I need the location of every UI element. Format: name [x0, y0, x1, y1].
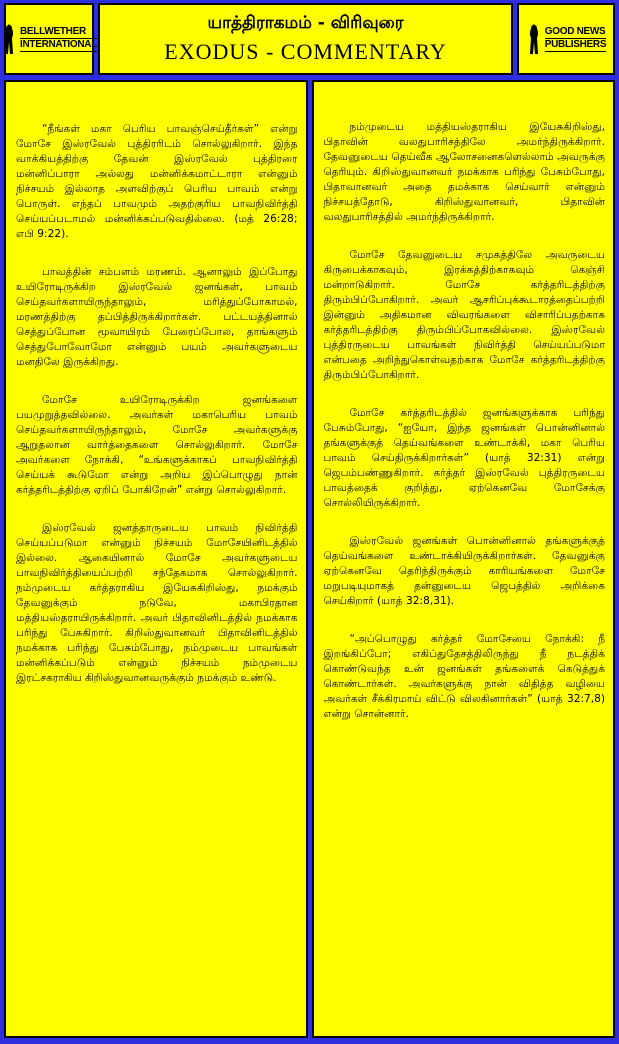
paragraph: நம்முடைய மத்தியஸ்தராகிய இயேசுகிறிஸ்து, பிதாவின் வலதுபாரிசத்திலே அமர்ந்திருக்கிறார். தேவனுடைய தெய்வீக ஆலோசனைகளெல்லாம் அவருக்கு தெரியும். கிறிஸ்துவானவர் நமக்காக பரிந்து பேசும்போது, பிதாவானவர் அதை தமக்காக செய்வார் என்னும் நிச்சயத்தோடு, கிறிஸ்துவானவர், பிதாவின் வலதுபாரிசத்தில் அமர்ந்திருக்கிறார். — [323, 121, 605, 223]
logo-left-line2: INTERNATIONAL — [19, 39, 98, 50]
paragraph: மோசே தேவனுடைய சமுகத்திலே அவருடைய கிருபைக்காகவும், இரக்கத்திற்காகவும் கெஞ்சி மன்றாடுகிறார். மோசே கர்த்தரிடத்திற்கு திரும்பிப்போகிறார். அவர் ஆசரிப்புக்கூடாரத்தைப்பற்றி இன்னும் அதிகமான விவரங்களை விசாரிப்பதற்காக கர்த்தரிடத்திற்கு திரும்பிப்போகவில்லை. இஸ்ரவேல் புத்திரருடைய பாவங்கள் நிவிர்த்தி செய்யப்படுமா என்பதை அறிந்துகொள்வதற்காக மோசே கர்த்தரிடத்திற்கு திரும்பிப்போகிறார். — [323, 249, 605, 381]
paragraph: மோசே கர்த்தரிடத்தில் ஜனங்களுக்காக பரிந்து பேசும்போது, “ஐயோ, இந்த ஜனங்கள் பொன்னினால் தங்களுக்குத் தெய்வங்களை உண்டாக்கி, மகா பெரிய பாவம் செய்திருக்கிறார்கள்” (யாத் 32:31) என்று ஜெபம்பண்ணுகிறார். கர்த்தர் இஸ்ரவேல் புத்திரருடைய பாவத்தைக் குறித்து, ஏற்கெனவே மோசேக்கு சொல்லியிருக்கிறார். — [323, 407, 605, 509]
paragraph: பாவத்தின் சம்பளம் மரணம். ஆனாலும் இப்போது உயிரோடிருக்கிற இஸ்ரவேல் ஜனங்கள், பாவம் செய்தவர்களாயிருந்தாலும், மரித்துப்போகாமல், மரணத்திற்கு தப்பித்திருக்கிறார்கள். பட்டயத்தினால் செத்துப்போன மூவாயிரம் பேரைப்போல, தாங்களும் செத்துபோவோமோ என்னும் பயம் அவர்களுடைய மனதிலே இருக்கிறது. — [16, 266, 298, 368]
bellwether-logo — [4, 3, 98, 75]
paragraph: “நீங்கள் மகா பெரிய பாவஞ்செய்தீர்கள்” என்று மோசே இஸ்ரவேல் புத்திரரிடம் சொல்லுகிறார். இந்த வாக்கியத்திற்கு தேவன் இஸ்ரவேல் புத்திரரை மன்னிப்பாரா அல்லது மன்னிக்கமாட்டாரா என்னும் நிச்சயம் இல்லாத அளவிற்குப் பெரிய பாவம் என்று பொருள். எந்தப் பாவமும் அதற்குரிய பாவநிவிர்த்தி செய்யப்படாமல் மன்னிக்கப்படுவதில்லை. (மத் 26:28; எபி 9:22). — [16, 123, 298, 240]
right-column — [312, 80, 616, 1038]
sheep-icon — [526, 22, 542, 56]
good-news-logo — [517, 3, 615, 75]
title-english: EXODUS - COMMENTARY — [164, 39, 447, 64]
commentary-columns — [4, 80, 615, 1038]
left-column — [4, 80, 308, 1038]
paragraph: “அப்பொழுது கர்த்தர் மோசேயை நோக்கி: நீ இறங்கிப்போ; எகிப்துதேசத்திலிருந்து நீ நடத்திக் கொண்டுவந்த உன் ஜனங்கள் தங்களைக் கெடுத்துக் கொண்டார்கள். அவர்களுக்கு நான் விதித்த வழியை அவர்கள் சீக்கிரமாய் விட்டு விலகினார்கள்” (யாத் 32:7,8) என்று சொன்னார். — [323, 633, 605, 720]
logo-left-line1: BELLWETHER — [20, 26, 97, 39]
title-block — [98, 3, 513, 75]
paragraph: இஸ்ரவேல் ஜனத்தாருடைய பாவம் நிவிர்த்தி செய்யப்படுமா என்னும் நிச்சயம் மோசேயினிடத்தில் இல்லை. ஆகையினால் மோசே அவர்களுடைய பாவநிவிர்த்தியைப்பற்றி சந்தேகமாக சொல்லுகிறார். நம்முடைய கர்த்தராகிய இயேசுகிறிஸ்து, நமக்கும் தேவனுக்கும் நடுவே, மகாபிரதான மத்தியஸ்தராயிருக்கிறார். அவர் பிதாவினிடத்தில் நமக்காக பரிந்து பேசுகிறார். கிறிஸ்துவானவர் பிதாவினிடத்தில் நமக்காக பரிந்து பேசும்போது, நம்முடைய பாவங்கள் மன்னிக்கப்படும் என்னும் நிச்சயம் நம்முடைய இரட்சகராகிய கிறிஸ்துவானவருக்கும் நமக்கும் உண்டு. — [16, 522, 298, 684]
paragraph: மோசே உயிரோடிருக்கிற ஜனங்களை பயமுறுத்தவில்லை. அவர்கள் மகாபெரிய பாவம் செய்தவர்களாயிருந்தாலும், மோசே அவர்களுக்கு ஆறுதலான வார்த்தைகளை சொல்லுகிறார். மோசே அவர்களை நோக்கி, “உங்களுக்காகப் பாவநிவிர்த்தி செய்யக் கூடுமோ என்று அறிய இப்பொழுது நான் கர்த்தரிடத்திற்கு ஏறிப் போகிறேன்” என்று சொல்லுகிறார். — [16, 394, 298, 496]
logo-right-line1: GOOD NEWS — [544, 26, 606, 37]
title-tamil: யாத்திராகமம் - விரிவுரை — [207, 13, 404, 33]
sheep-icon — [1, 22, 17, 56]
page-header — [4, 3, 615, 75]
paragraph: இஸ்ரவேல் ஜனங்கள் பொன்னினால் தங்களுக்குத் தெய்வங்களை உண்டாக்கியிருக்கிறார்கள். தேவனுக்கு ஏற்கெனவே தெரிந்திருக்கும் காரியங்களை மோசே மறுபடியுமாகத் தன்னுடைய ஜெபத்தில் அறிக்கை செய்கிறார் (யாத் 32:8,31). — [323, 535, 605, 607]
logo-right-line2: PUBLISHERS — [544, 39, 607, 50]
